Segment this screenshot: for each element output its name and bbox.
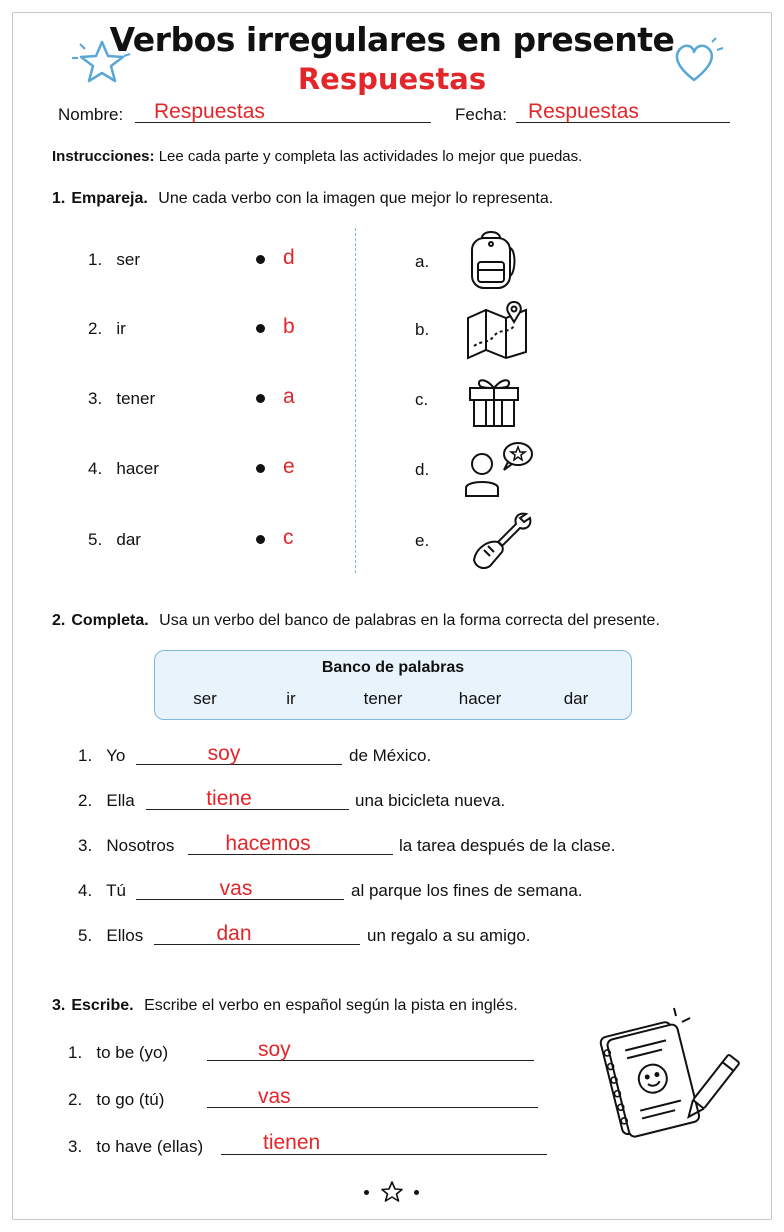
sentence-ending: una bicicleta nueva. [355, 791, 506, 810]
section3-heading [52, 997, 518, 1015]
page-title: Verbos irregulares en presente [109, 20, 675, 59]
verb-label: ser [116, 250, 140, 269]
match-dot[interactable] [256, 535, 265, 544]
section2-text: Usa un verbo del banco de palabras en la forma correcta del presente. [159, 612, 660, 629]
match-dot[interactable] [256, 255, 265, 264]
verb-label: tener [116, 389, 156, 408]
section2-title: Completa. [71, 612, 149, 629]
sentence-ending: al parque los fines de semana. [351, 881, 583, 900]
footer-dot [414, 1190, 419, 1195]
verb-row-3: 3. tener [88, 389, 156, 408]
match-dot[interactable] [256, 394, 265, 403]
clue-answer: vas [258, 1085, 291, 1108]
verb-row-2: 2. ir [88, 319, 126, 338]
section3-number: 3. [52, 997, 66, 1014]
word-bank-word: hacer [458, 689, 502, 708]
match-answer: e [283, 455, 295, 478]
section1-number: 1. [52, 190, 66, 207]
sentence-answer: dan [216, 922, 252, 945]
word-bank-word: ser [193, 689, 217, 708]
instructions [52, 148, 582, 165]
match-answer: d [283, 246, 295, 269]
date-value: Respuestas [528, 100, 639, 123]
date-label: Fecha: [455, 105, 507, 124]
section3-title: Escribe. [71, 997, 134, 1014]
section3-text: Escribe el verbo en español según la pista en inglés. [144, 997, 518, 1014]
match-answer: c [283, 526, 294, 549]
verb-label: dar [116, 530, 141, 549]
clue-row: 3. to have (ellas) [68, 1137, 204, 1156]
sentence-answer: tiene [206, 787, 252, 810]
footer-dot [364, 1190, 369, 1195]
sentence-row: 4. Tú [78, 881, 126, 900]
verb-row-1: 1. ser [88, 250, 140, 269]
section1-heading [52, 190, 553, 208]
gift-icon [464, 372, 524, 430]
sentence-row: 5. Ellos [78, 926, 144, 945]
clue-row: 1. to be (yo) [68, 1043, 169, 1062]
sentence-row: 2. Ella [78, 791, 135, 810]
word-bank-word: tener [363, 689, 403, 708]
sentence-ending: la tarea después de la clase. [399, 836, 616, 855]
instructions-text: Lee cada parte y completa las actividades lo mejor que puedas. [158, 148, 583, 165]
instructions-label: Instrucciones: [52, 148, 155, 165]
picture-letter: e. [415, 531, 430, 550]
clue-text: to have (ellas) [96, 1137, 204, 1156]
word-bank-word: dar [563, 689, 589, 708]
match-answer: b [283, 315, 295, 338]
backpack-icon [464, 228, 520, 292]
sentence-row: 1. Yo [78, 746, 126, 765]
name-label: Nombre: [58, 105, 124, 124]
picture-letter: d. [415, 460, 430, 479]
section1-title: Empareja. [71, 190, 148, 207]
sentence-row: 3. Nosotros [78, 836, 175, 855]
clue-answer: soy [258, 1038, 291, 1061]
section2-heading [52, 612, 660, 630]
verb-row-4: 4. hacer [88, 459, 159, 478]
sentence-ending: de México. [349, 746, 432, 765]
page-subtitle: Respuestas [297, 62, 487, 96]
clue-row: 2. to go (tú) [68, 1090, 165, 1109]
sentence-answer: vas [219, 877, 253, 900]
section2-number: 2. [52, 612, 66, 629]
clue-text: to be (yo) [96, 1043, 169, 1062]
picture-letter: a. [415, 252, 430, 271]
picture-letter: b. [415, 320, 430, 339]
name-value: Respuestas [154, 100, 265, 123]
match-dot[interactable] [256, 324, 265, 333]
clue-answer: tienen [263, 1131, 321, 1154]
sentence-ending: un regalo a su amigo. [367, 926, 531, 945]
match-dot[interactable] [256, 464, 265, 473]
matching-divider [355, 228, 356, 573]
map-icon [464, 300, 534, 360]
section1-text: Une cada verbo con la imagen que mejor lo representa. [158, 190, 554, 207]
word-bank-word: ir [286, 689, 296, 708]
word-bank-title: Banco de palabras [321, 659, 465, 676]
clue-text: to go (tú) [96, 1090, 165, 1109]
clue-blank[interactable] [207, 1107, 538, 1108]
verb-row-5: 5. dar [88, 530, 141, 549]
sentence-answer: soy [207, 742, 241, 765]
clue-blank[interactable] [207, 1060, 534, 1061]
notebook-pencil-icon [592, 1008, 742, 1138]
person-star-icon [464, 438, 536, 500]
footer-star-icon [380, 1180, 404, 1204]
sentence-answer: hacemos [225, 832, 311, 855]
picture-letter: c. [415, 390, 429, 409]
wrench-hand-icon [468, 510, 534, 572]
word-bank [154, 650, 632, 720]
match-answer: a [283, 385, 295, 408]
verb-label: ir [116, 319, 126, 338]
verb-label: hacer [116, 459, 159, 478]
